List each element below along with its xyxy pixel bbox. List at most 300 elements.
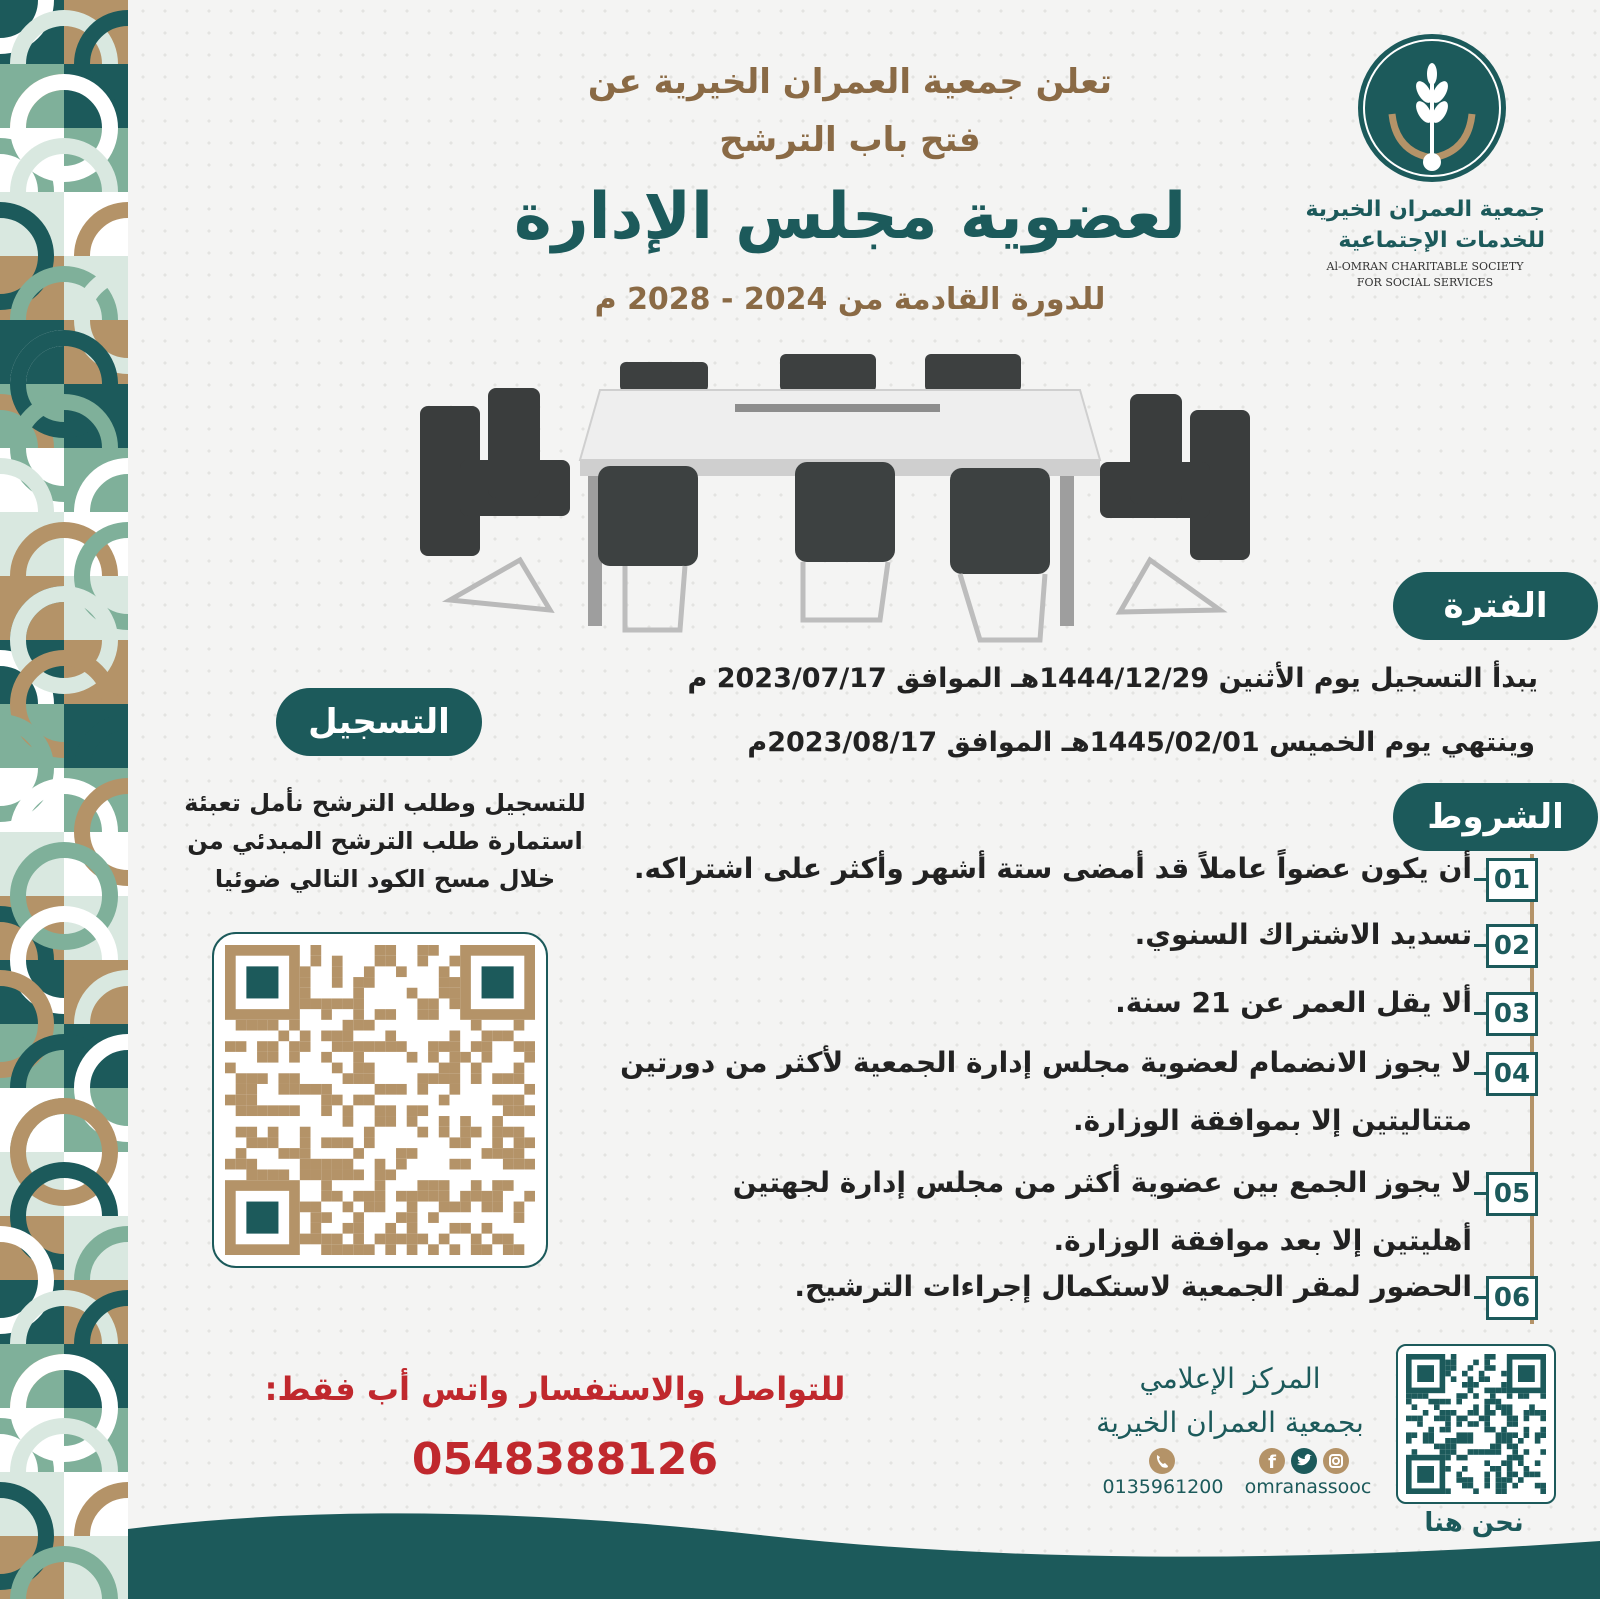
- facebook-icon[interactable]: [1258, 1447, 1286, 1475]
- qr-module: [1501, 1432, 1507, 1438]
- qr-module: [1524, 1416, 1530, 1422]
- qr-module: [1462, 1432, 1468, 1438]
- qr-module: [1484, 1477, 1490, 1483]
- qr-module: [1512, 1432, 1518, 1438]
- qr-module: [1468, 1382, 1474, 1388]
- qr-module: [492, 1191, 503, 1202]
- qr-module: [300, 1202, 311, 1213]
- registration-text-2: استمارة طلب الترشح المبدئي من: [187, 827, 583, 855]
- qr-module: [364, 1041, 375, 1052]
- qr-module: [1406, 1399, 1412, 1405]
- qr-module: [428, 1191, 439, 1202]
- qr-module: [343, 1105, 354, 1116]
- media-handle[interactable]: omranassooc: [1244, 1476, 1372, 1498]
- qr-module: [343, 1244, 354, 1255]
- qr-module: [492, 1180, 503, 1191]
- qr-module: [364, 966, 375, 977]
- qr-module: [332, 998, 343, 1009]
- qr-module: [321, 1212, 332, 1223]
- qr-module: [439, 1116, 450, 1127]
- qr-module: [375, 945, 386, 956]
- qr-module: [353, 1223, 364, 1234]
- we-are-here-label: نحن هنا: [1424, 1508, 1524, 1538]
- condition-text: تسديد الاشتراك السنوي.: [1134, 918, 1472, 951]
- qr-module: [514, 1244, 525, 1255]
- qr-module: [407, 1191, 418, 1202]
- qr-module: [1518, 1438, 1524, 1444]
- qr-module: [321, 1234, 332, 1245]
- qr-module: [1462, 1416, 1468, 1422]
- qr-module: [471, 1041, 482, 1052]
- qr-module: [1451, 1449, 1457, 1455]
- qr-module: [407, 1223, 418, 1234]
- qr-module: [1524, 1432, 1530, 1438]
- qr-module: [1490, 1365, 1496, 1371]
- qr-module: [407, 1202, 418, 1213]
- qr-module: [503, 1148, 514, 1159]
- qr-module: [1412, 1404, 1418, 1410]
- qr-module: [311, 945, 322, 956]
- qr-module: [1440, 1449, 1446, 1455]
- qr-module: [482, 1223, 493, 1234]
- qr-module: [364, 1020, 375, 1031]
- qr-module: [1484, 1354, 1490, 1360]
- qr-module: [439, 1180, 450, 1191]
- qr-module: [332, 1159, 343, 1170]
- qr-module: [449, 1202, 460, 1213]
- qr-module: [268, 1020, 279, 1031]
- qr-module: [321, 1052, 332, 1063]
- qr-module: [449, 988, 460, 999]
- registration-qr-code[interactable]: [225, 945, 535, 1255]
- contact-phone[interactable]: 0548388126: [411, 1434, 719, 1485]
- qr-module: [1484, 1449, 1490, 1455]
- qr-finder-center: [1518, 1365, 1535, 1382]
- qr-module: [503, 1244, 514, 1255]
- qr-module: [246, 1159, 257, 1170]
- qr-module: [385, 1105, 396, 1116]
- condition-connector: [1474, 944, 1488, 947]
- qr-module: [332, 1234, 343, 1245]
- period-label: الفترة: [1393, 572, 1598, 640]
- qr-module: [428, 1180, 439, 1191]
- qr-module: [321, 998, 332, 1009]
- qr-module: [1423, 1432, 1429, 1438]
- qr-module: [1484, 1416, 1490, 1422]
- wheat-logo-icon: [1300, 34, 1550, 184]
- qr-module: [332, 1169, 343, 1180]
- qr-module: [1501, 1382, 1507, 1388]
- qr-module: [471, 1127, 482, 1138]
- qr-module: [353, 1234, 364, 1245]
- qr-module: [236, 1073, 247, 1084]
- qr-module: [492, 1202, 503, 1213]
- meeting-table-illustration: [420, 350, 1280, 650]
- qr-module: [332, 977, 343, 988]
- qr-module: [449, 956, 460, 967]
- qr-module: [471, 1073, 482, 1084]
- qr-module: [343, 998, 354, 1009]
- qr-module: [439, 1202, 450, 1213]
- qr-module: [471, 1020, 482, 1031]
- qr-module: [1484, 1404, 1490, 1410]
- qr-module: [492, 1116, 503, 1127]
- qr-module: [343, 1137, 354, 1148]
- condition-text: أن يكون عضواً عاملاً قد أمضى ستة أشهر وأكثر على اشتراكه.: [633, 852, 1472, 885]
- qr-module: [1412, 1393, 1418, 1399]
- qr-module: [311, 1202, 322, 1213]
- qr-module: [1451, 1410, 1457, 1416]
- qr-module: [1451, 1438, 1457, 1444]
- qr-module: [1507, 1421, 1513, 1427]
- qr-module: [289, 1041, 300, 1052]
- qr-module: [1507, 1460, 1513, 1466]
- qr-module: [321, 1191, 332, 1202]
- qr-module: [385, 1084, 396, 1095]
- qr-module: [1484, 1427, 1490, 1433]
- qr-module: [1484, 1360, 1490, 1366]
- qr-module: [524, 1084, 535, 1095]
- qr-module: [1518, 1460, 1524, 1466]
- qr-module: [343, 1202, 354, 1213]
- media-line-1: المركز الإعلامي: [1139, 1362, 1321, 1395]
- qr-module: [439, 1234, 450, 1245]
- contact-heading: للتواصل والاستفسار واتس أب فقط:: [264, 1370, 846, 1408]
- qr-module: [428, 1212, 439, 1223]
- qr-module: [1529, 1410, 1535, 1416]
- registration-qr-frame[interactable]: [212, 932, 548, 1268]
- qr-module: [1468, 1449, 1474, 1455]
- qr-module: [428, 1073, 439, 1084]
- qr-module: [236, 1127, 247, 1138]
- qr-module: [1473, 1404, 1479, 1410]
- qr-module: [514, 1063, 525, 1074]
- qr-module: [1507, 1444, 1513, 1450]
- qr-module: [428, 1041, 439, 1052]
- qr-module: [321, 1159, 332, 1170]
- qr-module: [1412, 1449, 1418, 1455]
- qr-module: [268, 1041, 279, 1052]
- qr-module: [514, 1159, 525, 1170]
- qr-module: [482, 1202, 493, 1213]
- qr-module: [1462, 1371, 1468, 1377]
- qr-module: [439, 1063, 450, 1074]
- qr-module: [1462, 1466, 1468, 1472]
- condition-number: 02: [1486, 924, 1538, 968]
- qr-module: [514, 1202, 525, 1213]
- qr-module: [1524, 1466, 1530, 1472]
- qr-module: [364, 1137, 375, 1148]
- registration-label: التسجيل: [276, 688, 482, 756]
- qr-module: [514, 1137, 525, 1148]
- qr-module: [417, 1009, 428, 1020]
- qr-module: [1473, 1449, 1479, 1455]
- qr-module: [449, 1063, 460, 1074]
- qr-module: [1440, 1427, 1446, 1433]
- qr-module: [300, 998, 311, 1009]
- qr-module: [449, 1084, 460, 1095]
- qr-module: [236, 1084, 247, 1095]
- qr-module: [246, 1020, 257, 1031]
- registration-text-3: خلال مسح الكود التالي ضوئيا: [214, 865, 556, 893]
- qr-module: [321, 1031, 332, 1042]
- qr-module: [460, 1223, 471, 1234]
- qr-module: [1434, 1399, 1440, 1405]
- qr-module: [300, 1031, 311, 1042]
- qr-module: [289, 1148, 300, 1159]
- qr-module: [1507, 1416, 1513, 1422]
- qr-module: [278, 1105, 289, 1116]
- qr-module: [332, 1063, 343, 1074]
- qr-module: [1479, 1371, 1485, 1377]
- qr-module: [1456, 1455, 1462, 1461]
- conditions-label: الشروط: [1393, 783, 1598, 851]
- qr-module: [482, 1052, 493, 1063]
- qr-module: [1507, 1393, 1513, 1399]
- qr-module: [289, 1073, 300, 1084]
- qr-module: [1535, 1483, 1541, 1489]
- qr-module: [460, 1116, 471, 1127]
- logo-name-ar-1: جمعية العمران الخيرية: [1305, 197, 1545, 222]
- qr-module: [364, 1063, 375, 1074]
- qr-module: [321, 1095, 332, 1106]
- qr-module: [1428, 1438, 1434, 1444]
- qr-module: [449, 1223, 460, 1234]
- qr-module: [1496, 1449, 1502, 1455]
- qr-module: [1406, 1393, 1412, 1399]
- qr-module: [482, 1244, 493, 1255]
- qr-module: [385, 956, 396, 967]
- qr-module: [1512, 1483, 1518, 1489]
- qr-module: [246, 1095, 257, 1106]
- qr-module: [300, 1084, 311, 1095]
- qr-module: [332, 1244, 343, 1255]
- qr-module: [343, 1041, 354, 1052]
- qr-module: [343, 1073, 354, 1084]
- qr-module: [1496, 1404, 1502, 1410]
- qr-module: [524, 1105, 535, 1116]
- instagram-icon[interactable]: [1322, 1447, 1350, 1475]
- qr-module: [343, 1223, 354, 1234]
- qr-module: [471, 1191, 482, 1202]
- qr-module: [332, 1191, 343, 1202]
- page-title: لعضوية مجلس الإدارة: [513, 180, 1187, 254]
- qr-module: [300, 1234, 311, 1245]
- qr-module: [1512, 1449, 1518, 1455]
- qr-module: [524, 1191, 535, 1202]
- qr-module: [268, 1127, 279, 1138]
- qr-module: [396, 1212, 407, 1223]
- qr-module: [407, 988, 418, 999]
- qr-module: [1468, 1483, 1474, 1489]
- qr-module: [1490, 1466, 1496, 1472]
- qr-module: [278, 1169, 289, 1180]
- media-phone[interactable]: 0135961200: [1102, 1476, 1224, 1498]
- qr-module: [364, 1073, 375, 1084]
- qr-module: [460, 1127, 471, 1138]
- qr-module: [353, 1212, 364, 1223]
- qr-module: [428, 1244, 439, 1255]
- qr-module: [1451, 1354, 1457, 1360]
- qr-module: [1540, 1449, 1546, 1455]
- decorative-pattern-strip: [0, 0, 128, 1599]
- qr-module: [492, 1234, 503, 1245]
- qr-module: [321, 1009, 332, 1020]
- qr-module: [471, 1063, 482, 1074]
- condition-number: 04: [1486, 1052, 1538, 1096]
- qr-module: [1445, 1427, 1451, 1433]
- qr-module: [1462, 1438, 1468, 1444]
- qr-module: [514, 1148, 525, 1159]
- qr-module: [246, 1084, 257, 1095]
- qr-module: [396, 966, 407, 977]
- qr-module: [1456, 1416, 1462, 1422]
- qr-module: [1484, 1376, 1490, 1382]
- qr-module: [268, 1052, 279, 1063]
- qr-finder-center: [246, 1202, 278, 1234]
- qr-module: [1434, 1404, 1440, 1410]
- qr-module: [514, 1073, 525, 1084]
- qr-module: [449, 1041, 460, 1052]
- qr-module: [300, 988, 311, 999]
- qr-module: [257, 1073, 268, 1084]
- qr-module: [1440, 1416, 1446, 1422]
- qr-module: [1490, 1410, 1496, 1416]
- qr-module: [1507, 1432, 1513, 1438]
- qr-module: [375, 1009, 386, 1020]
- qr-module: [1445, 1438, 1451, 1444]
- qr-module: [375, 1180, 386, 1191]
- qr-module: [1462, 1477, 1468, 1483]
- header-line-1: تعلن جمعية العمران الخيرية عن: [587, 62, 1113, 102]
- qr-module: [246, 1073, 257, 1084]
- qr-module: [407, 1244, 418, 1255]
- qr-module: [1445, 1399, 1451, 1405]
- qr-module: [1540, 1432, 1546, 1438]
- qr-module: [321, 1180, 332, 1191]
- qr-module: [375, 1084, 386, 1095]
- qr-module: [524, 1041, 535, 1052]
- qr-module: [1496, 1488, 1502, 1494]
- qr-module: [449, 977, 460, 988]
- qr-module: [364, 977, 375, 988]
- qr-module: [1440, 1444, 1446, 1450]
- condition-connector: [1474, 1296, 1488, 1299]
- twitter-icon[interactable]: [1290, 1447, 1318, 1475]
- media-line-2: بجمعية العمران الخيرية: [1096, 1406, 1364, 1439]
- location-qr-code[interactable]: [1406, 1354, 1546, 1494]
- qr-module: [503, 1095, 514, 1106]
- qr-module: [482, 1148, 493, 1159]
- qr-module: [492, 1127, 503, 1138]
- qr-module: [1490, 1388, 1496, 1394]
- qr-module: [343, 1020, 354, 1031]
- footer-wave: [0, 1505, 1600, 1599]
- qr-module: [1445, 1444, 1451, 1450]
- qr-module: [300, 1159, 311, 1170]
- qr-module: [343, 1116, 354, 1127]
- qr-module: [1468, 1421, 1474, 1427]
- logo-name-ar-2: للخدمات الإجتماعية: [1338, 228, 1545, 253]
- qr-module: [439, 966, 450, 977]
- qr-module: [1428, 1432, 1434, 1438]
- qr-module: [1468, 1438, 1474, 1444]
- qr-module: [1445, 1421, 1451, 1427]
- qr-module: [1507, 1472, 1513, 1478]
- condition-text: متتاليتين إلا بموافقة الوزارة.: [1073, 1104, 1472, 1137]
- qr-module: [1512, 1421, 1518, 1427]
- qr-module: [524, 1137, 535, 1148]
- registration-text-1: للتسجيل وطلب الترشح نأمل تعبئة: [184, 789, 586, 817]
- period-end: وينتهي يوم الخميس 1445/02/01هـ الموافق 2023/08/17م: [747, 727, 1535, 758]
- qr-module: [1524, 1472, 1530, 1478]
- qr-module: [311, 1159, 322, 1170]
- qr-module: [492, 1031, 503, 1042]
- qr-module: [278, 1148, 289, 1159]
- qr-module: [353, 1009, 364, 1020]
- qr-module: [1490, 1444, 1496, 1450]
- qr-module: [1507, 1410, 1513, 1416]
- qr-module: [1462, 1393, 1468, 1399]
- qr-module: [1456, 1438, 1462, 1444]
- qr-module: [236, 1159, 247, 1170]
- qr-module: [1440, 1410, 1446, 1416]
- qr-module: [439, 988, 450, 999]
- qr-module: [375, 1159, 386, 1170]
- qr-module: [1540, 1410, 1546, 1416]
- qr-module: [1428, 1399, 1434, 1405]
- qr-module: [321, 1137, 332, 1148]
- qr-module: [353, 1020, 364, 1031]
- qr-module: [353, 1095, 364, 1106]
- qr-module: [417, 1084, 428, 1095]
- qr-module: [407, 1052, 418, 1063]
- qr-module: [1496, 1399, 1502, 1405]
- qr-module: [503, 1105, 514, 1116]
- header-line-2: فتح باب الترشح: [719, 120, 981, 160]
- qr-module: [1507, 1466, 1513, 1472]
- qr-module: [417, 945, 428, 956]
- qr-module: [524, 1159, 535, 1170]
- qr-module: [1501, 1404, 1507, 1410]
- qr-module: [1445, 1371, 1451, 1377]
- qr-module: [1524, 1410, 1530, 1416]
- qr-module: [353, 1148, 364, 1159]
- location-qr-frame[interactable]: [1396, 1344, 1556, 1504]
- qr-module: [1445, 1488, 1451, 1494]
- qr-module: [236, 1148, 247, 1159]
- condition-connector: [1474, 878, 1488, 881]
- qr-module: [1462, 1483, 1468, 1489]
- qr-module: [246, 1127, 257, 1138]
- condition-text: لا يجوز الجمع بين عضوية أكثر من مجلس إدارة لجهتين: [732, 1166, 1472, 1199]
- condition-connector: [1474, 1072, 1488, 1075]
- qr-module: [1512, 1472, 1518, 1478]
- qr-module: [1473, 1360, 1479, 1366]
- qr-module: [1468, 1365, 1474, 1371]
- qr-module: [385, 1009, 396, 1020]
- qr-module: [268, 1169, 279, 1180]
- qr-module: [257, 1105, 268, 1116]
- qr-module: [1434, 1416, 1440, 1422]
- qr-module: [1535, 1432, 1541, 1438]
- qr-module: [1490, 1449, 1496, 1455]
- qr-module: [407, 1105, 418, 1116]
- qr-module: [492, 1137, 503, 1148]
- qr-module: [1518, 1393, 1524, 1399]
- qr-module: [1456, 1421, 1462, 1427]
- qr-module: [1490, 1399, 1496, 1405]
